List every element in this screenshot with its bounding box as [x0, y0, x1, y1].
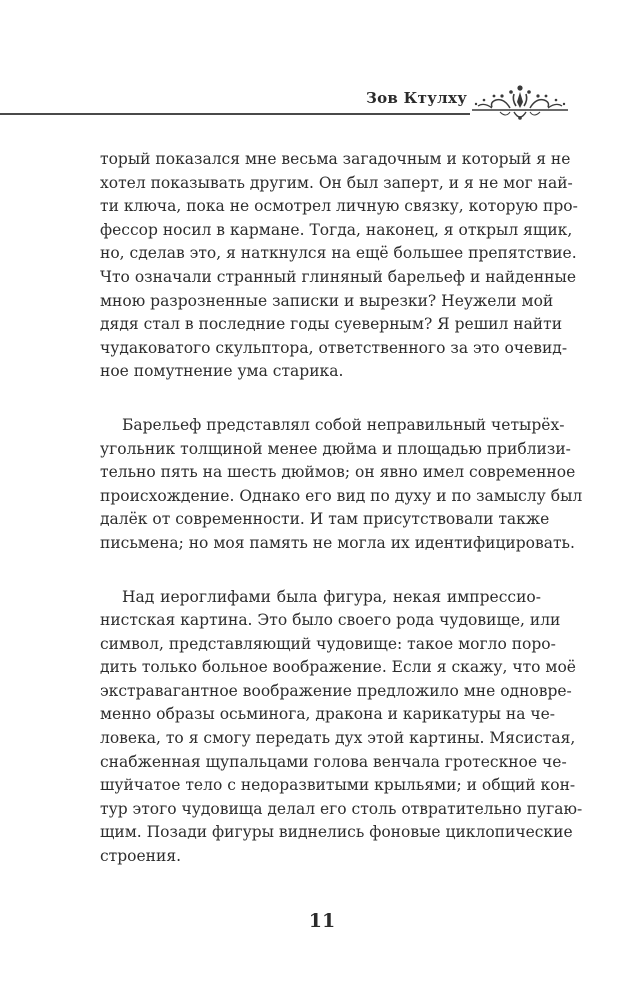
text-line: менно образы осьминога, дракона и карикатуры на че- — [100, 705, 556, 724]
text-line: ловека, то я смогу передать дух этой картины. Мясистая, — [100, 729, 576, 748]
text-line: мною разрозненные записки и вырезки? Неужели мой — [100, 291, 554, 310]
text-line: нистская картина. Это было своего рода чудовище, или — [100, 611, 561, 630]
ornament-icon — [470, 80, 570, 124]
paragraph-gap — [100, 384, 541, 414]
text-line: письмена; но моя память не могла их идентифицировать. — [100, 533, 575, 552]
text-line: происхождение. Однако его вид по духу и по замыслу был — [100, 486, 583, 505]
text-line: дить только больное воображение. Если я скажу, что моё — [100, 658, 576, 677]
text-line: Что означали странный глиняный барельеф и найденные — [100, 267, 577, 286]
text-line: тур этого чудовища делал его столь отвратительно пугаю- — [100, 799, 583, 818]
text-line: чудаковатого скульптора, ответственного за это очевид- — [100, 338, 568, 357]
text-line: символ, представляющий чудовище: такое могло поро- — [100, 634, 556, 653]
text-line: щим. Позади фигуры виднелись фоновые циклопические — [100, 823, 573, 842]
text-line: Барельеф представлял собой неправильный четырёх- — [122, 415, 565, 434]
header-rule — [0, 113, 470, 115]
body-text — [100, 148, 583, 869]
paragraph — [100, 586, 583, 869]
text-line: Над иероглифами была фигура, некая импрессио- — [122, 587, 541, 606]
paragraph — [100, 148, 578, 384]
book-title: Зов Ктулху — [366, 89, 468, 107]
running-header — [0, 70, 644, 130]
paragraph-gap — [100, 556, 541, 586]
text-line: ное помутнение ума старика. — [100, 362, 344, 381]
text-line: шуйчатое тело с недоразвитыми крыльями; и общий кон- — [100, 776, 576, 795]
text-line: фессор носил в кармане. Тогда, наконец, я открыл ящик, — [100, 220, 573, 239]
text-line: но, сделав это, я наткнулся на ещё большее препятствие. — [100, 244, 577, 263]
text-line: тельно пять на шесть дюймов; он явно имел современное — [100, 463, 576, 482]
text-line: хотел показывать другим. Он был заперт, и я не мог най- — [100, 173, 573, 192]
text-line: дядя стал в последние годы суеверным? Я решил найти — [100, 315, 563, 334]
page-number: 11 — [308, 910, 336, 932]
paragraph — [100, 414, 583, 556]
text-line: далёк от современности. И там присутствовали также — [100, 510, 550, 529]
text-line: торый показался мне весьма загадочным и который я не — [100, 150, 571, 168]
text-line: ти ключа, пока не осмотрел личную связку, которую про- — [100, 197, 578, 216]
text-line: строения. — [100, 847, 182, 866]
text-line: экстравагантное воображение предложило мне одновре- — [100, 681, 572, 700]
text-line: угольник толщиной менее дюйма и площадью приблизи- — [100, 439, 571, 458]
text-line: снабженная щупальцами голова венчала гротескное че- — [100, 752, 567, 771]
